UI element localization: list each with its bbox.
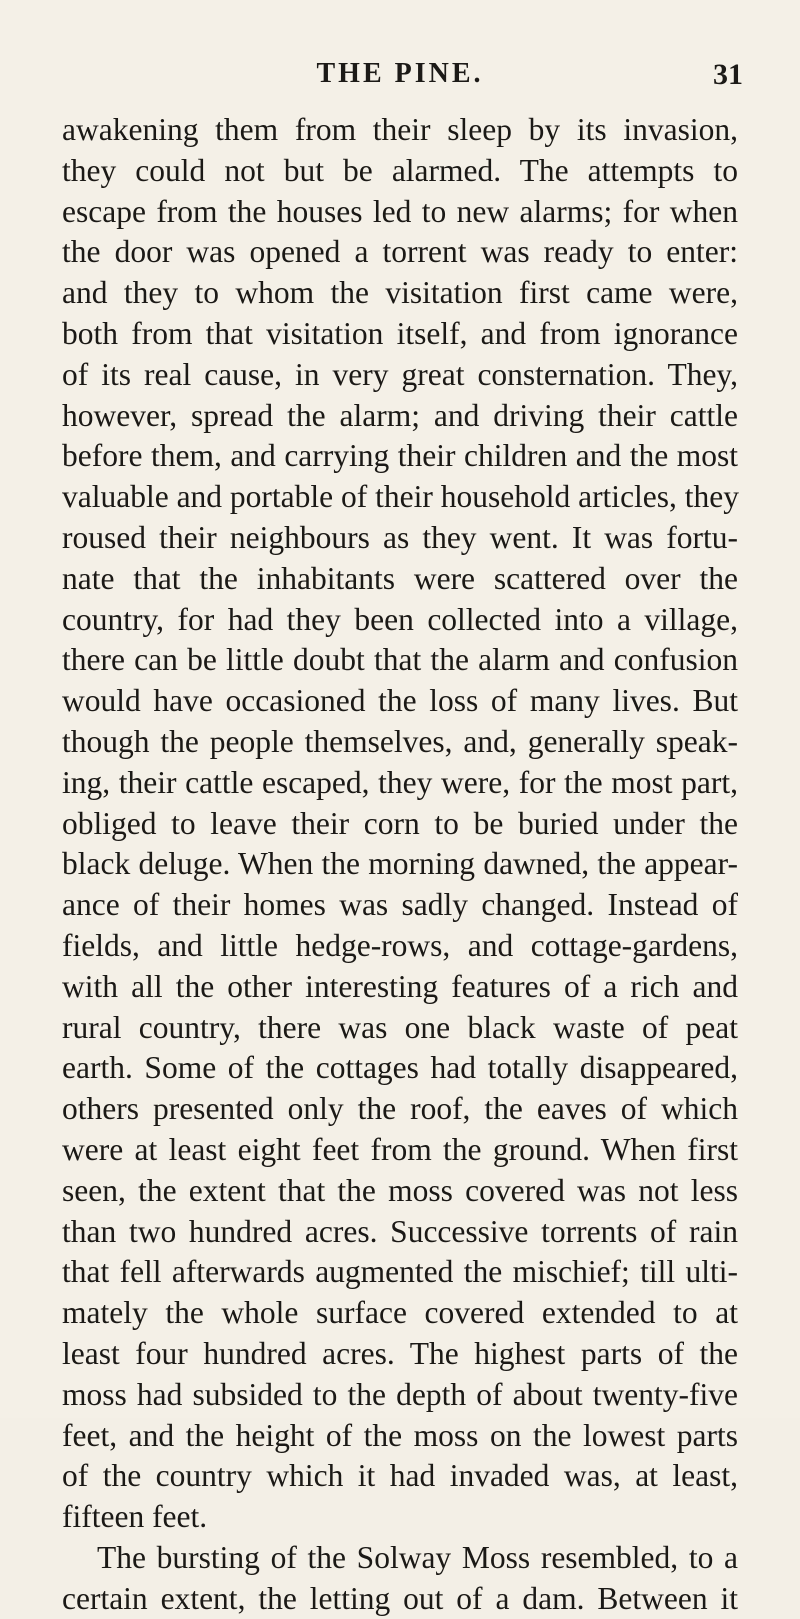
text-line: obliged to leave their corn to be buried under the [62, 805, 738, 841]
text-line: nate that the inhabitants were scattered over the [62, 560, 738, 596]
text-line: fifteen feet. [62, 1499, 208, 1535]
text-line: The bursting of the Solway Moss resembled, to a [97, 1539, 738, 1575]
page-header [0, 58, 800, 98]
body-text [62, 110, 738, 1619]
text-line: seen, the extent that the moss covered was not less [62, 1172, 738, 1208]
text-line: valuable and portable of their household articles, they [62, 479, 740, 515]
text-line: ance of their homes was sadly changed. Instead of [62, 887, 738, 923]
text-line: least four hundred acres. The highest parts of the [62, 1335, 738, 1371]
text-line: that fell afterwards augmented the mischief; till ulti- [62, 1254, 738, 1290]
text-line: others presented only the roof, the eaves of which [62, 1091, 738, 1127]
text-line: of the country which it had invaded was, at least, [62, 1458, 738, 1494]
text-line: black deluge. When the morning dawned, the appear- [62, 846, 738, 882]
text-line: country, for had they been collected into a village, [62, 601, 738, 637]
text-line: and they to whom the visitation first came were, [62, 275, 738, 311]
page-number: 31 [713, 58, 743, 91]
text-line: mately the whole surface covered extended to at [62, 1295, 738, 1331]
text-line: before them, and carrying their children and the most [62, 438, 738, 474]
text-line: than two hundred acres. Successive torrents of rain [62, 1213, 738, 1249]
running-title: THE PINE. [316, 58, 484, 89]
text-line: moss had subsided to the depth of about twenty-five [62, 1376, 738, 1412]
text-line: rural country, there was one black waste of peat [62, 1009, 738, 1045]
text-line: both from that visitation itself, and from ignorance [62, 315, 738, 351]
text-line: the door was opened a torrent was ready to enter: [62, 234, 738, 270]
text-line: however, spread the alarm; and driving their cattle [62, 397, 738, 433]
text-line: feet, and the height of the moss on the lowest parts [62, 1417, 738, 1453]
text-line: though the people themselves, and, generally speak- [62, 723, 738, 759]
text-line: there can be little doubt that the alarm and confusion [62, 642, 738, 678]
text-line: certain extent, the letting out of a dam. Between it [62, 1580, 738, 1616]
text-line: escape from the houses led to new alarms; for when [62, 193, 738, 229]
text-line: of its real cause, in very great consternation. They, [62, 356, 738, 392]
text-line: roused their neighbours as they went. It was fortu- [62, 519, 738, 555]
text-line: ing, their cattle escaped, they were, for the most part, [62, 764, 738, 800]
text-line: would have occasioned the loss of many lives. But [62, 683, 738, 719]
text-line: earth. Some of the cottages had totally disappeared, [62, 1050, 738, 1086]
text-line: awakening them from their sleep by its invasion, [62, 112, 738, 147]
text-line: they could not but be alarmed. The attempts to [62, 152, 738, 188]
text-line: with all the other interesting features of a rich and [62, 968, 738, 1004]
text-line: fields, and little hedge-rows, and cottage-gardens, [62, 927, 738, 963]
text-line: were at least eight feet from the ground. When first [62, 1131, 738, 1167]
